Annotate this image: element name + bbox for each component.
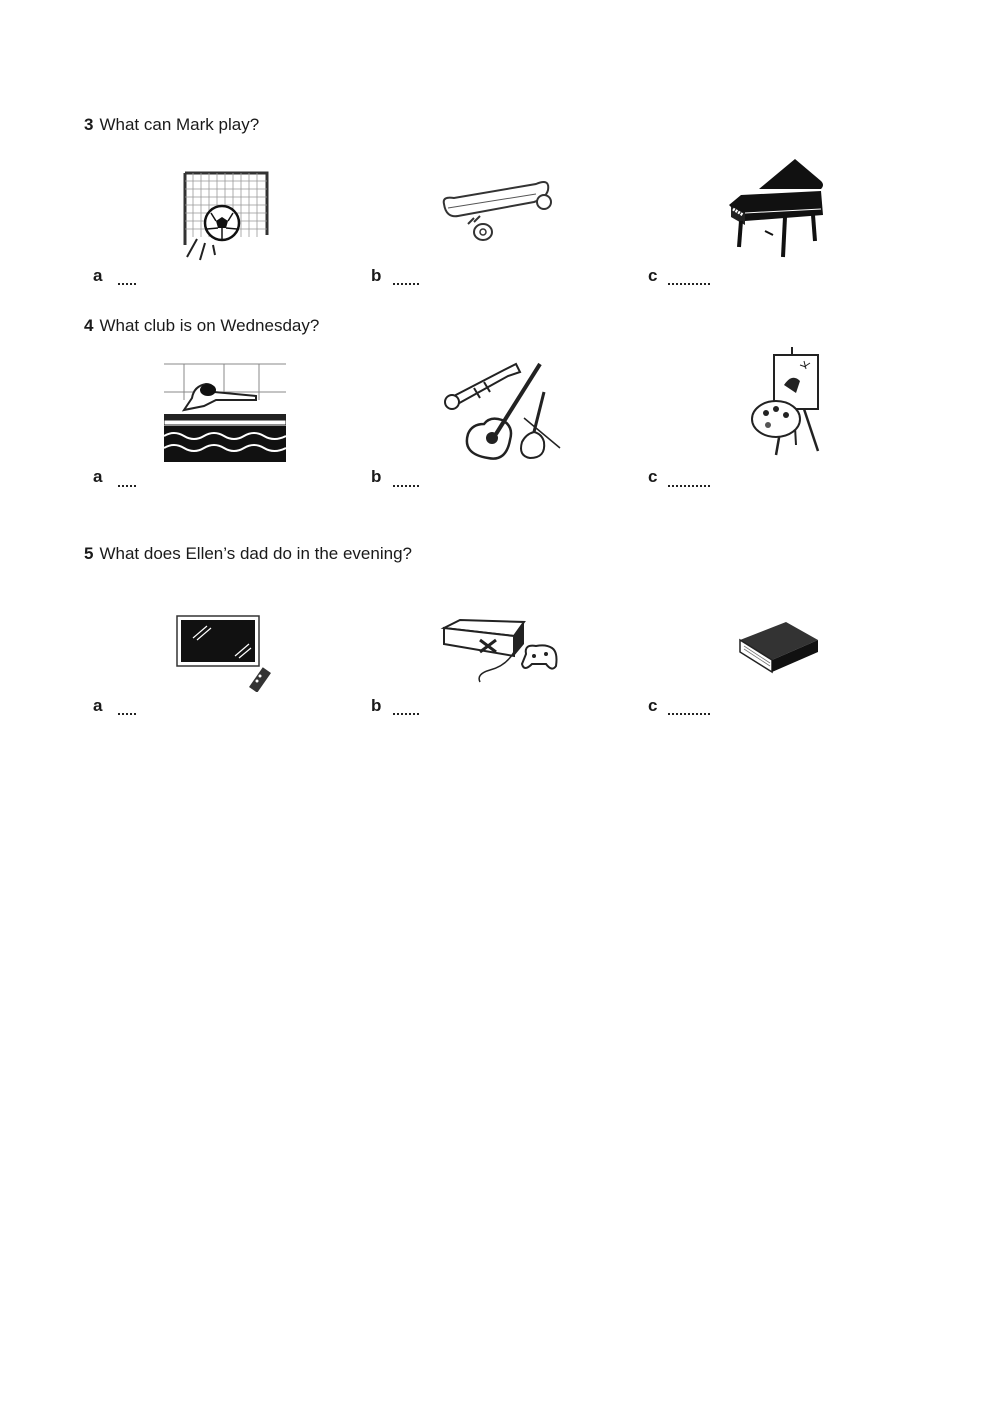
option-letter: c (648, 467, 658, 486)
answer-blank[interactable] (668, 484, 710, 487)
television-icon[interactable] (175, 614, 280, 692)
answer-blank[interactable] (393, 282, 419, 285)
piano-icon[interactable] (725, 155, 830, 265)
question-number: 3 (84, 115, 94, 134)
book-icon[interactable] (736, 618, 822, 678)
answer-blank[interactable] (668, 282, 710, 285)
question-5-title (84, 544, 412, 564)
question-text: What does Ellen’s dad do in the evening? (99, 544, 412, 563)
option-letter: c (648, 696, 658, 715)
option-letter: a (93, 266, 103, 285)
option-letter: a (93, 467, 103, 486)
skateboard-icon[interactable] (438, 172, 563, 244)
question-text: What club is on Wednesday? (99, 316, 320, 335)
option-letter: b (371, 696, 382, 715)
option-letter: b (371, 266, 382, 285)
question-4-title (84, 316, 319, 336)
answer-blank[interactable] (393, 712, 419, 715)
game-console-icon[interactable] (440, 618, 560, 688)
answer-blank[interactable] (118, 484, 136, 487)
option-letter: a (93, 696, 103, 715)
swimming-icon[interactable] (164, 362, 286, 462)
football-goal-icon[interactable] (175, 165, 275, 265)
option-letter: c (648, 266, 658, 285)
question-text: What can Mark play? (99, 115, 260, 134)
answer-blank[interactable] (393, 484, 419, 487)
answer-blank[interactable] (118, 282, 136, 285)
art-easel-icon[interactable] (748, 345, 828, 460)
music-instruments-icon[interactable] (444, 358, 564, 463)
answer-blank[interactable] (118, 712, 136, 715)
question-number: 4 (84, 316, 94, 335)
question-number: 5 (84, 544, 94, 563)
question-3-title (84, 115, 259, 135)
answer-blank[interactable] (668, 712, 710, 715)
option-letter: b (371, 467, 382, 486)
